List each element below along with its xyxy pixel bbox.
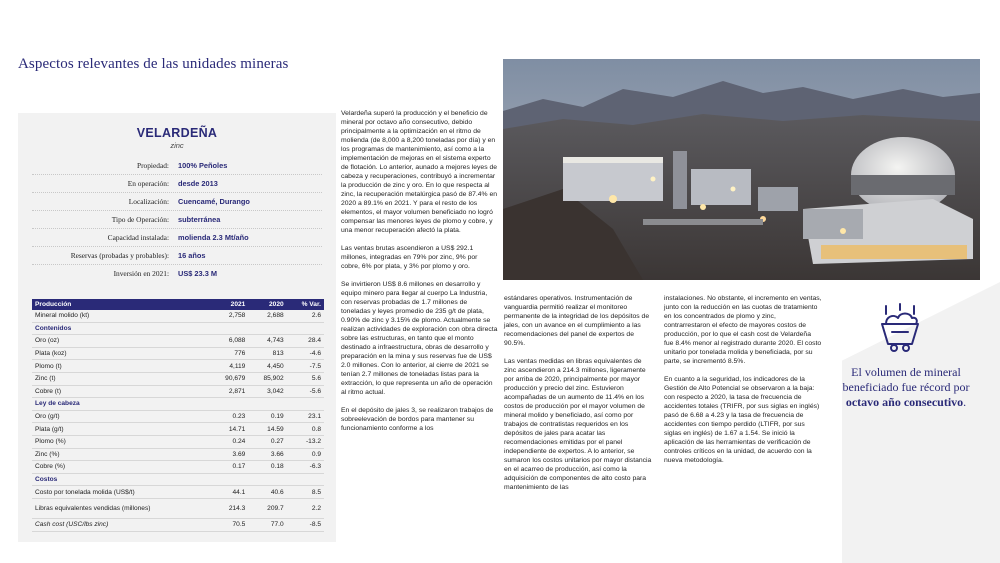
table-cell: Plomo (t) [32,360,210,373]
table-row [32,372,324,385]
table-header-row [32,299,324,310]
table-cell: Cobre (t) [32,385,210,398]
table-cell: Costo por tonelada molida (US$/t) [32,486,210,499]
table-cell: 2.6 [287,310,324,322]
table-cell: Mineral molido (kt) [32,310,210,322]
table-cell: Plomo (%) [32,435,210,448]
table-cell: 0.9 [287,448,324,461]
table-cell: 23.1 [287,410,324,423]
table-cell: 5.6 [287,372,324,385]
table-section-row [32,322,324,335]
property-row [32,229,322,247]
table-cell: 44.1 [210,486,248,499]
table-cell: 0.8 [287,423,324,436]
table-cell: Zinc (%) [32,448,210,461]
table-cell: Plata (koz) [32,347,210,360]
property-value: molienda 2.3 Mt/año [178,233,249,242]
property-label: Propiedad: [136,161,169,170]
table-cell: 85,902 [248,372,286,385]
table-cell: 0.24 [210,435,248,448]
paragraph: estándares operativos. Instrumentación de vanguardia permitió realizar el monitoreo permanente de la integridad de los depósitos de jales, con un avance en el cumplimiento a las recomendaciones del panel de expertos de 90.5%. [504,295,650,347]
paragraph: En cuanto a la seguridad, los indicadores de la Gestión de Alto Potencial se observaron a la baja: con respecto a 2020, la tasa de frecuencia de accidentes totales (TRIFR, por sus siglas en inglés) pasó de 6.68 a 4.23 y la tasa de frecuencia de accidentes con tiempo perdido (LTIFR, por sus siglas en inglés) de 1.67 a 1.54. Se inició la aplicación de las herramientas de verificación de controles críticos en la unidad, de acuerdo con la nueva metodología. [664,376,820,464]
table-header-cell: % Var. [287,299,324,310]
table-row [32,360,324,373]
unit-name: VELARDEÑA [136,126,218,140]
table-cell: 2,871 [210,385,248,398]
table-cell: 14.71 [210,423,248,436]
table-cell: 70.5 [210,518,248,531]
property-row [32,247,322,265]
callout-highlight: octavo año consecutivo [845,395,964,409]
table-cell: 0.23 [210,410,248,423]
property-label: Tipo de Operación: [111,215,169,224]
table-cell: 0.17 [210,461,248,474]
table-row [32,335,324,348]
table-cell: Libras equivalentes vendidas (millones) [32,498,210,518]
body-text-column-2 [504,294,654,501]
paragraph: En el depósito de jales 3, se realizaron trabajos de sobreelevación de bordos para mantener su funcionamiento conforme a los [341,407,494,432]
body-text-column-3 [664,294,822,474]
table-cell: 0.27 [248,435,286,448]
property-row [32,175,322,193]
table-section-label: Costos [32,473,324,486]
paragraph: instalaciones. No obstante, el incremento en ventas, junto con la reducción en las cuotas de tratamiento en los concentrados de plomo y zinc, contrarrestaron el efecto de mayores costos de producción, por lo que el cash cost de Velardeña fue 8.4% menor al registrado durante 2020. El costo unitario por tonelada molida y beneficiada, por su parte, se incrementó 8.5%. [664,295,822,365]
table-section-label: Contenidos [32,322,324,335]
paragraph: Las ventas brutas ascendieron a US$ 292.1 millones, integradas en 79% por zinc, 9% por cobre, 6% por plata, y 3% por plomo y oro. [341,245,478,270]
table-cell: Plata (g/t) [32,423,210,436]
table-cell: 209.7 [248,498,286,518]
table-cell: -8.5 [287,518,324,531]
table-section-row [32,398,324,411]
table-cell: 2,688 [248,310,286,322]
table-cell: Zinc (t) [32,372,210,385]
table-row [32,410,324,423]
property-value: US$ 23.3 M [178,269,218,278]
table-cell: Oro (oz) [32,335,210,348]
table-row [32,385,324,398]
table-cell: 4,450 [248,360,286,373]
property-value: Cuencamé, Durango [178,197,250,206]
table-row [32,310,324,322]
table-cell: Cobre (%) [32,461,210,474]
table-cell: -7.5 [287,360,324,373]
property-label: Capacidad instalada: [107,233,169,242]
property-row [32,193,322,211]
callout-text-a: El volumen de mineral beneficiado fue récord por [842,365,970,394]
table-row [32,461,324,474]
property-label: Reservas (probadas y probables): [70,251,169,260]
table-cell: 40.6 [248,486,286,499]
page-title: Aspectos relevantes de las unidades mineras [18,56,289,72]
table-cell: 0.19 [248,410,286,423]
table-cell: 28.4 [287,335,324,348]
table-cell: 776 [210,347,248,360]
table-cell: 3.66 [248,448,286,461]
unit-properties [32,157,322,282]
property-label: En operación: [127,179,169,188]
property-value: desde 2013 [178,179,218,188]
property-row [32,157,322,175]
table-cell: 4,119 [210,360,248,373]
table-row [32,486,324,499]
table-cell: 14.59 [248,423,286,436]
mining-cart-icon [872,300,928,361]
property-row [32,211,322,229]
table-header-cell: 2020 [248,299,286,310]
paragraph: Velardeña superó la producción y el beneficio de mineral por octavo año consecutivo, debido principalmente a la optimización en el ritmo de molienda (de 8,000 a 8,200 toneladas por día) y en los programas de mantenimiento, así como a la implementación de mejoras en el sistema experto de flotación. Lo anterior, aunado a mejores leyes de cabeza y recuperaciones, contribuyó a incrementar la producción de zinc y oro. En lo que respecta al zinc, la recuperación metalúrgica pasó de 87.4% en 2020 a 89.1% en 2021. Y para el resto de los elementos, el mayor volumen beneficiado no logró compensar las menores leyes de plomo y cobre, y una menor recuperación afectó la plata. [341,110,498,234]
table-header-cell: Producción [32,299,210,310]
table-cell: Cash cost (USC/lbs zinc) [32,518,210,531]
property-label: Localización: [128,197,169,206]
body-text-column-1 [341,109,498,442]
table-cell: -13.2 [287,435,324,448]
table-row [32,435,324,448]
production-table [32,299,324,532]
table-cell: -5.6 [287,385,324,398]
unit-info-panel [18,113,336,542]
property-row [32,265,322,282]
table-cell: 90,679 [210,372,248,385]
table-cell: 8.5 [287,486,324,499]
table-cell: 3.69 [210,448,248,461]
table-row [32,448,324,461]
table-cell: 0.18 [248,461,286,474]
table-section-label: Ley de cabeza [32,398,324,411]
property-value: subterránea [178,215,221,224]
property-label: Inversión en 2021: [113,269,169,278]
mine-night-photo [503,59,980,280]
table-cell: 3,042 [248,385,286,398]
table-cell: 813 [248,347,286,360]
table-row [32,498,324,518]
table-cell: 77.0 [248,518,286,531]
paragraph: Las ventas medidas en libras equivalentes de zinc ascendieron a 214.3 millones, ligeramente por arriba de 2020, principalmente por mayor producción y precio del zinc. Estuvieron acompañadas de un aumento de 11.4% en los costos de producción por el mayor volumen de mineral molido y beneficiado, así como por trabajos de contratistas requeridos en los depósitos de jales para acatar las recomendaciones emitidas por el panel independiente de expertos. A lo anterior, se sumaron los costos unitarios por mayor distancia en el acarreo de producción, así como la adquisición de componentes de alto costo para mantenimiento de las [504,358,652,491]
callout-quote [836,365,976,410]
table-cell: 4,743 [248,335,286,348]
property-value: 100% Peñoles [178,161,228,170]
table-section-row [32,473,324,486]
table-cell: -4.6 [287,347,324,360]
callout-text-c: . [963,395,967,409]
table-cell: Oro (g/t) [32,410,210,423]
table-header-cell: 2021 [210,299,248,310]
table-row [32,347,324,360]
unit-mineral: zinc [170,141,184,150]
table-cell: 6,088 [210,335,248,348]
table-row [32,423,324,436]
paragraph: Se invirtieron US$ 8.6 millones en desarrollo y equipo minero para llegar al cuerpo La Industria, con reservas probadas de 1.7 millones de toneladas y leyes promedio de 235 g/t de plata, 0.90% de zinc y 3.15% de plomo. Actualmente se realizan actividades de exploración con obra directa sobre las estructuras, en tanto que el monto destinado a infraestructura, obras de desarrollo y preparación en la mina y sus reservas fue de US$ 2.0 millones. Con lo anterior, al cierre de 2021 se tenían 2.7 millones de toneladas listas para la extracción, lo que representa un año de operación al ritmo actual. [341,281,498,396]
table-cell: 2,758 [210,310,248,322]
table-cell: 2.2 [287,498,324,518]
table-cell: -6.3 [287,461,324,474]
table-cell: 214.3 [210,498,248,518]
table-row [32,518,324,531]
property-value: 16 años [178,251,206,260]
